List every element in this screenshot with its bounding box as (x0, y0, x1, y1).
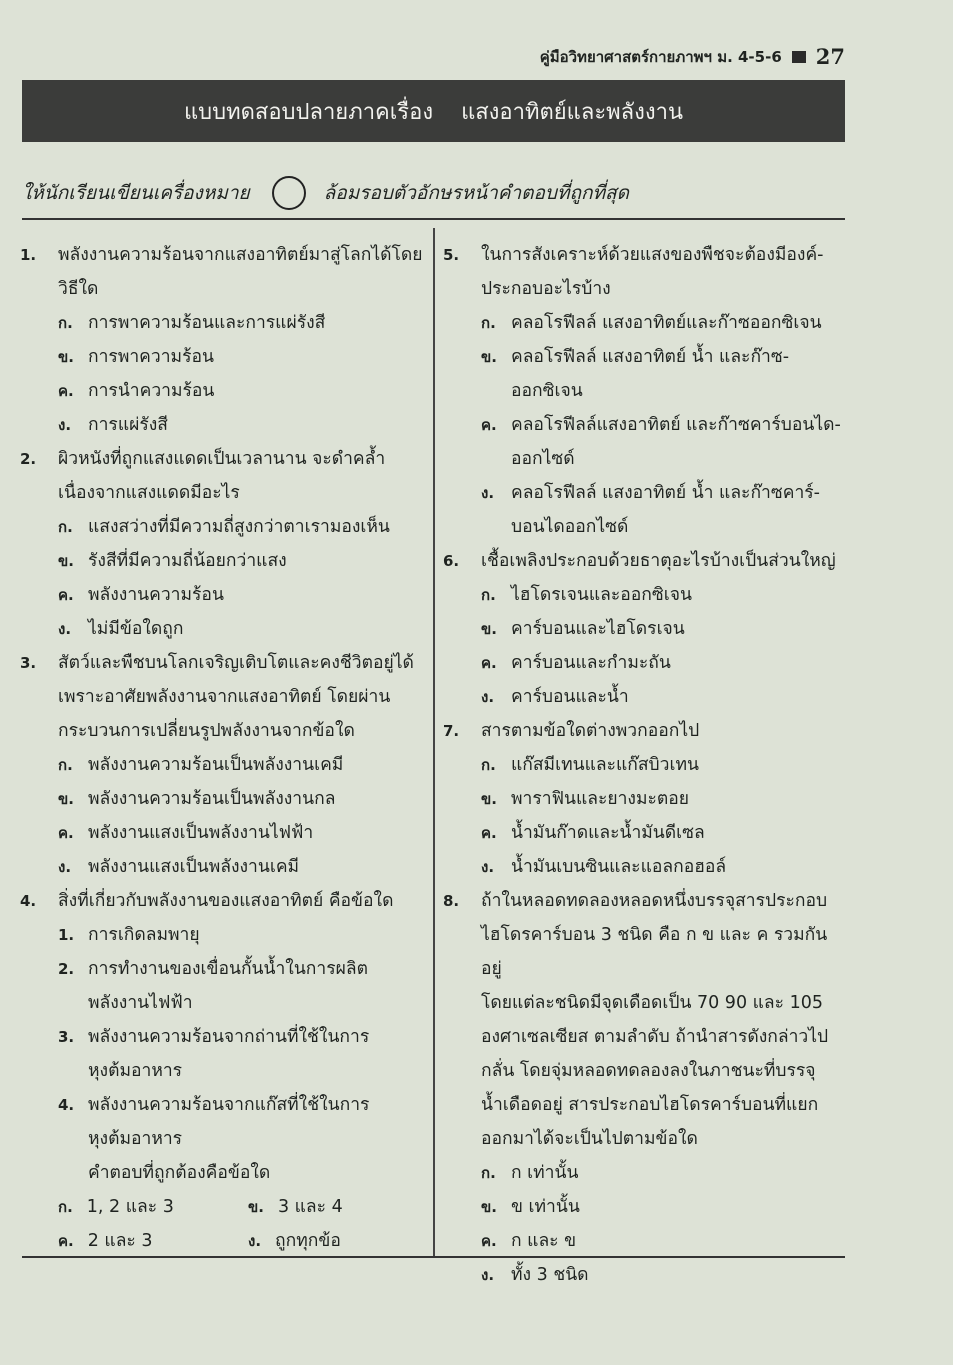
indent-spacer (20, 340, 58, 374)
answer-choice-label: ง. (248, 1232, 262, 1250)
option-line (20, 408, 428, 442)
question-4 (20, 884, 428, 1258)
option-text: พลังงานความร้อนจากถ่านที่ใช้ในการ (88, 1027, 370, 1047)
question-text: น้ำเดือดอยู่ สารประกอบไฮโดรคาร์บอนที่แยก (481, 1095, 819, 1115)
question-5 (443, 238, 845, 544)
indent-spacer (443, 1190, 481, 1224)
option-label: 3. (58, 1028, 75, 1046)
question-line (20, 714, 428, 748)
square-bullet-icon (792, 51, 806, 63)
option-line (20, 1088, 428, 1122)
option-text: การเกิดลมพายุ (88, 925, 200, 945)
option-text: คาร์บอนและน้ำ (511, 687, 629, 707)
indent-spacer (443, 1020, 481, 1054)
question-text: สัตว์และพืชบนโลกเจริญเติบโตและคงชีวิตอยู่ได้ (58, 653, 414, 673)
answer-grid-row (20, 1190, 428, 1224)
answer-choice-text: 3 และ 4 (277, 1197, 343, 1217)
indent-spacer (443, 1054, 481, 1088)
option-text: หุงต้มอาหาร (88, 1129, 183, 1149)
option-label: 4. (58, 1096, 75, 1114)
question-line (443, 1020, 845, 1054)
indent-spacer (443, 1156, 481, 1190)
option-line (443, 850, 845, 884)
answer-grid-row (20, 1224, 428, 1258)
question-line (20, 238, 428, 272)
indent-spacer (443, 578, 481, 612)
option-label: ข. (58, 552, 74, 570)
option-label: ง. (481, 1266, 495, 1284)
indent-spacer (20, 918, 58, 952)
option-label: 1. (58, 926, 75, 944)
option-line (20, 544, 428, 578)
option-text: การพาความร้อน (88, 347, 214, 367)
option-line (20, 952, 428, 986)
option-label: ค. (58, 824, 74, 842)
answer-choice-label: ข. (248, 1198, 264, 1216)
question-text: ผิวหนังที่ถูกแสงแดดเป็นเวลานาน จะดำคล้ำ (58, 449, 386, 469)
option-text: น้ำมันก๊าดและน้ำมันดีเซล (511, 823, 705, 843)
option-label: ค. (481, 416, 497, 434)
indent-spacer (20, 1156, 58, 1190)
indent-spacer (20, 1088, 58, 1122)
indent-spacer (58, 1122, 88, 1156)
option-label: ง. (58, 416, 72, 434)
option-line (443, 646, 845, 680)
indent-spacer (20, 578, 58, 612)
option-label: ก. (58, 518, 73, 536)
question-7 (443, 714, 845, 884)
option-text: คลอโรฟีลล์ แสงอาทิตย์และก๊าซออกซิเจน (511, 313, 822, 333)
option-text: พลังงานความร้อน (88, 585, 224, 605)
option-label: ง. (58, 620, 72, 638)
option-text: ทั้ง 3 ชนิด (511, 1265, 589, 1285)
indent-spacer (20, 1054, 58, 1088)
indent-spacer (443, 476, 481, 510)
option-text: พลังงานไฟฟ้า (88, 993, 193, 1013)
option-label: ค. (58, 586, 74, 604)
option-label: ง. (481, 484, 495, 502)
option-text: น้ำมันเบนซินและแอลกอฮอล์ (511, 857, 727, 877)
answer-choice-label: ค. (58, 1232, 74, 1250)
option-label: ค. (481, 1232, 497, 1250)
running-title: คู่มือวิทยาศาสตร์กายภาพฯ ม. 4-5-6 (539, 47, 782, 66)
indent-spacer (20, 986, 58, 1020)
question-number: 1. (20, 246, 37, 264)
indent-spacer (20, 714, 58, 748)
indent-spacer (481, 374, 511, 408)
question-text: ในการสังเคราะห์ด้วยแสงของพืชจะต้องมีองค์- (481, 245, 824, 265)
option-line (20, 918, 428, 952)
indent-spacer (481, 442, 511, 476)
indent-spacer (443, 680, 481, 714)
answer-choice (248, 1190, 428, 1224)
option-label: ข. (481, 1198, 497, 1216)
option-line (443, 510, 845, 544)
option-line (20, 1020, 428, 1054)
option-text: ไม่มีข้อใดถูก (88, 619, 184, 639)
option-label: ข. (481, 348, 497, 366)
question-number: 3. (20, 654, 37, 672)
page-number: 27 (815, 44, 845, 69)
option-label: ก. (481, 586, 496, 604)
option-text: คลอโรฟีลล์ แสงอาทิตย์ น้ำ และก๊าซ- (511, 347, 790, 367)
question-number: 2. (20, 450, 37, 468)
question-text: โดยแต่ละชนิดมีจุดเดือดเป็น 70 90 และ 105 (481, 993, 824, 1013)
question-1 (20, 238, 428, 442)
option-line (443, 306, 845, 340)
question-line (443, 238, 845, 272)
option-line (20, 850, 428, 884)
question-text: สารตามข้อใดต่างพวกออกไป (481, 721, 700, 741)
option-label: ข. (481, 790, 497, 808)
question-text: ประกอบอะไรบ้าง (481, 279, 611, 299)
option-line (20, 340, 428, 374)
option-label: ข. (58, 790, 74, 808)
option-label: ค. (481, 654, 497, 672)
option-line (443, 612, 845, 646)
section-banner (22, 80, 845, 142)
indent-spacer (443, 306, 481, 340)
option-text: ก และ ข (511, 1231, 577, 1251)
option-text: คำตอบที่ถูกต้องคือข้อใด (88, 1163, 271, 1183)
indent-spacer (443, 1258, 481, 1292)
instruction-after: ล้อมรอบตัวอักษรหน้าคำตอบที่ถูกที่สุด (323, 182, 629, 204)
indent-spacer (443, 782, 481, 816)
question-number: 5. (443, 246, 460, 264)
option-line (443, 1224, 845, 1258)
option-line (20, 748, 428, 782)
question-text: เนื่องจากแสงแดดมีอะไร (58, 483, 240, 503)
option-line (443, 442, 845, 476)
answer-choice-text: ถูกทุกข้อ (275, 1231, 341, 1251)
question-line (20, 680, 428, 714)
option-line (20, 374, 428, 408)
indent-spacer (58, 1054, 88, 1088)
option-line (20, 1156, 428, 1190)
option-label: ก. (58, 314, 73, 332)
circle-mark-icon (272, 176, 306, 210)
option-label: ค. (481, 824, 497, 842)
option-text: ก เท่านั้น (511, 1163, 579, 1183)
indent-spacer (443, 748, 481, 782)
question-number: 8. (443, 892, 460, 910)
option-line (20, 986, 428, 1020)
option-label: ง. (58, 858, 72, 876)
question-line (20, 442, 428, 476)
question-2 (20, 442, 428, 646)
option-text: การทำงานของเขื่อนกั้นน้ำในการผลิต (88, 959, 368, 979)
option-line (20, 782, 428, 816)
option-line (443, 680, 845, 714)
option-text: คาร์บอนและกำมะถัน (511, 653, 671, 673)
option-label: ก. (481, 756, 496, 774)
indent-spacer (20, 544, 58, 578)
option-text: พลังงานแสงเป็นพลังงานเคมี (88, 857, 300, 877)
running-header (540, 44, 845, 69)
question-text: ออกมาได้จะเป็นไปตามข้อใด (481, 1129, 698, 1149)
indent-spacer (443, 442, 481, 476)
option-text: การแผ่รังสี (88, 415, 168, 435)
option-text: คลอโรฟีลล์แสงอาทิตย์ และก๊าซคาร์บอนได- (511, 415, 841, 435)
indent-spacer (20, 782, 58, 816)
instructions (22, 176, 629, 210)
question-text: กระบวนการเปลี่ยนรูปพลังงานจากข้อใด (58, 721, 355, 741)
option-text: แก๊สมีเทนและแก๊สบิวเทน (511, 755, 699, 775)
option-line (443, 340, 845, 374)
indent-spacer (20, 374, 58, 408)
option-line (443, 1258, 845, 1292)
indent-spacer (443, 272, 481, 306)
question-line (443, 884, 845, 918)
indent-spacer (20, 850, 58, 884)
option-text: คลอโรฟีลล์ แสงอาทิตย์ น้ำ และก๊าซคาร์- (511, 483, 821, 503)
question-text: เพราะอาศัยพลังงานจากแสงอาทิตย์ โดยผ่าน (58, 687, 391, 707)
option-line (20, 1054, 428, 1088)
question-text: กลั่น โดยจุ่มหลอดทดลองลงในภาชนะที่บรรจุ (481, 1061, 816, 1081)
question-text: เชื้อเพลิงประกอบด้วยธาตุอะไรบ้างเป็นส่วนใหญ่ (481, 551, 836, 571)
option-text: พลังงานความร้อนเป็นพลังงานกล (88, 789, 336, 809)
indent-spacer (20, 680, 58, 714)
question-line (443, 918, 845, 986)
indent-spacer (20, 476, 58, 510)
indent-spacer (58, 1156, 88, 1190)
question-line (443, 1088, 845, 1122)
indent-spacer (20, 1020, 58, 1054)
left-column (20, 238, 428, 1258)
question-number: 4. (20, 892, 37, 910)
question-line (443, 1122, 845, 1156)
indent-spacer (20, 306, 58, 340)
option-text: ไฮโดรเจนและออกซิเจน (511, 585, 692, 605)
right-column (443, 238, 845, 1292)
indent-spacer (20, 612, 58, 646)
option-line (443, 748, 845, 782)
indent-spacer (443, 408, 481, 442)
option-text: พลังงานแสงเป็นพลังงานไฟฟ้า (88, 823, 314, 843)
option-text: คาร์บอนและไฮโดรเจน (511, 619, 685, 639)
question-text: พลังงานความร้อนจากแสงอาทิตย์มาสู่โลกได้โดย (58, 245, 423, 265)
option-text: แสงสว่างที่มีความถี่สูงกว่าตาเรามองเห็น (88, 517, 390, 537)
question-line (20, 272, 428, 306)
answer-choice (58, 1190, 248, 1224)
option-line (443, 816, 845, 850)
indent-spacer (443, 850, 481, 884)
option-line (20, 1122, 428, 1156)
option-text: การนำความร้อน (88, 381, 215, 401)
option-text: ออกซิเจน (511, 381, 583, 401)
option-line (443, 374, 845, 408)
answer-choice-text: 2 และ 3 (87, 1231, 153, 1251)
option-line (443, 408, 845, 442)
question-text: วิธีใด (58, 279, 99, 299)
instruction-before: ให้นักเรียนเขียนเครื่องหมาย (22, 182, 250, 204)
indent-spacer (20, 952, 58, 986)
indent-spacer (443, 374, 481, 408)
indent-spacer (20, 1122, 58, 1156)
indent-spacer (443, 986, 481, 1020)
indent-spacer (20, 408, 58, 442)
option-text: หุงต้มอาหาร (88, 1061, 183, 1081)
option-label: ค. (58, 382, 74, 400)
banner-title-part2: แสงอาทิตย์และพลังงาน (461, 99, 683, 125)
option-label: 2. (58, 960, 75, 978)
answer-choice-text: 1, 2 และ 3 (86, 1197, 174, 1217)
question-line (443, 1054, 845, 1088)
option-label: ข. (481, 620, 497, 638)
indent-spacer (443, 1088, 481, 1122)
question-line (443, 986, 845, 1020)
banner-title-part1: แบบทดสอบปลายภาคเรื่อง (184, 99, 434, 125)
question-line (443, 272, 845, 306)
option-line (20, 578, 428, 612)
question-text: ถ้าในหลอดทดลองหลอดหนึ่งบรรจุสารประกอบ (481, 891, 828, 911)
option-line (20, 306, 428, 340)
question-number: 7. (443, 722, 460, 740)
option-line (443, 578, 845, 612)
indent-spacer (443, 612, 481, 646)
option-label: ง. (481, 688, 495, 706)
indent-spacer (443, 816, 481, 850)
option-text: พลังงานความร้อนจากแก๊สที่ใช้ในการ (88, 1095, 370, 1115)
indent-spacer (443, 646, 481, 680)
option-line (20, 510, 428, 544)
indent-spacer (443, 1224, 481, 1258)
answer-choice-label: ก. (58, 1198, 73, 1216)
top-rule (22, 218, 845, 220)
option-line (20, 816, 428, 850)
indent-spacer (20, 748, 58, 782)
option-text: ข เท่านั้น (511, 1197, 580, 1217)
question-number: 6. (443, 552, 460, 570)
indent-spacer (443, 918, 481, 986)
option-label: ง. (481, 858, 495, 876)
option-label: ก. (58, 756, 73, 774)
question-8 (443, 884, 845, 1292)
option-line (443, 1156, 845, 1190)
question-text: สิ่งที่เกี่ยวกับพลังงานของแสงอาทิตย์ คือข้อใด (58, 891, 394, 911)
option-line (443, 782, 845, 816)
question-line (443, 544, 845, 578)
indent-spacer (20, 510, 58, 544)
option-line (443, 476, 845, 510)
indent-spacer (20, 816, 58, 850)
indent-spacer (443, 1122, 481, 1156)
option-line (443, 1190, 845, 1224)
question-6 (443, 544, 845, 714)
indent-spacer (481, 510, 511, 544)
option-line (20, 612, 428, 646)
indent-spacer (58, 986, 88, 1020)
option-label: ก. (481, 1164, 496, 1182)
question-line (20, 646, 428, 680)
answer-choice (248, 1224, 428, 1258)
option-text: บอนไดออกไซด์ (511, 517, 629, 537)
question-text: ไฮโดรคาร์บอน 3 ชนิด คือ ก ข และ ค รวมกันอยู่ (481, 925, 828, 979)
option-label: ก. (481, 314, 496, 332)
question-line (443, 714, 845, 748)
option-text: ออกไซด์ (511, 449, 575, 469)
indent-spacer (443, 340, 481, 374)
question-line (20, 884, 428, 918)
indent-spacer (20, 272, 58, 306)
column-divider (433, 228, 435, 1256)
question-3 (20, 646, 428, 884)
option-text: รังสีที่มีความถี่น้อยกว่าแสง (88, 551, 287, 571)
option-text: พลังงานความร้อนเป็นพลังงานเคมี (88, 755, 344, 775)
question-line (20, 476, 428, 510)
option-text: พาราฟินและยางมะตอย (511, 789, 690, 809)
option-text: การพาความร้อนและการแผ่รังสี (88, 313, 326, 333)
answer-choice (58, 1224, 248, 1258)
indent-spacer (443, 510, 481, 544)
question-text: องศาเซลเซียส ตามลำดับ ถ้านำสารดังกล่าวไป (481, 1027, 829, 1047)
option-label: ข. (58, 348, 74, 366)
